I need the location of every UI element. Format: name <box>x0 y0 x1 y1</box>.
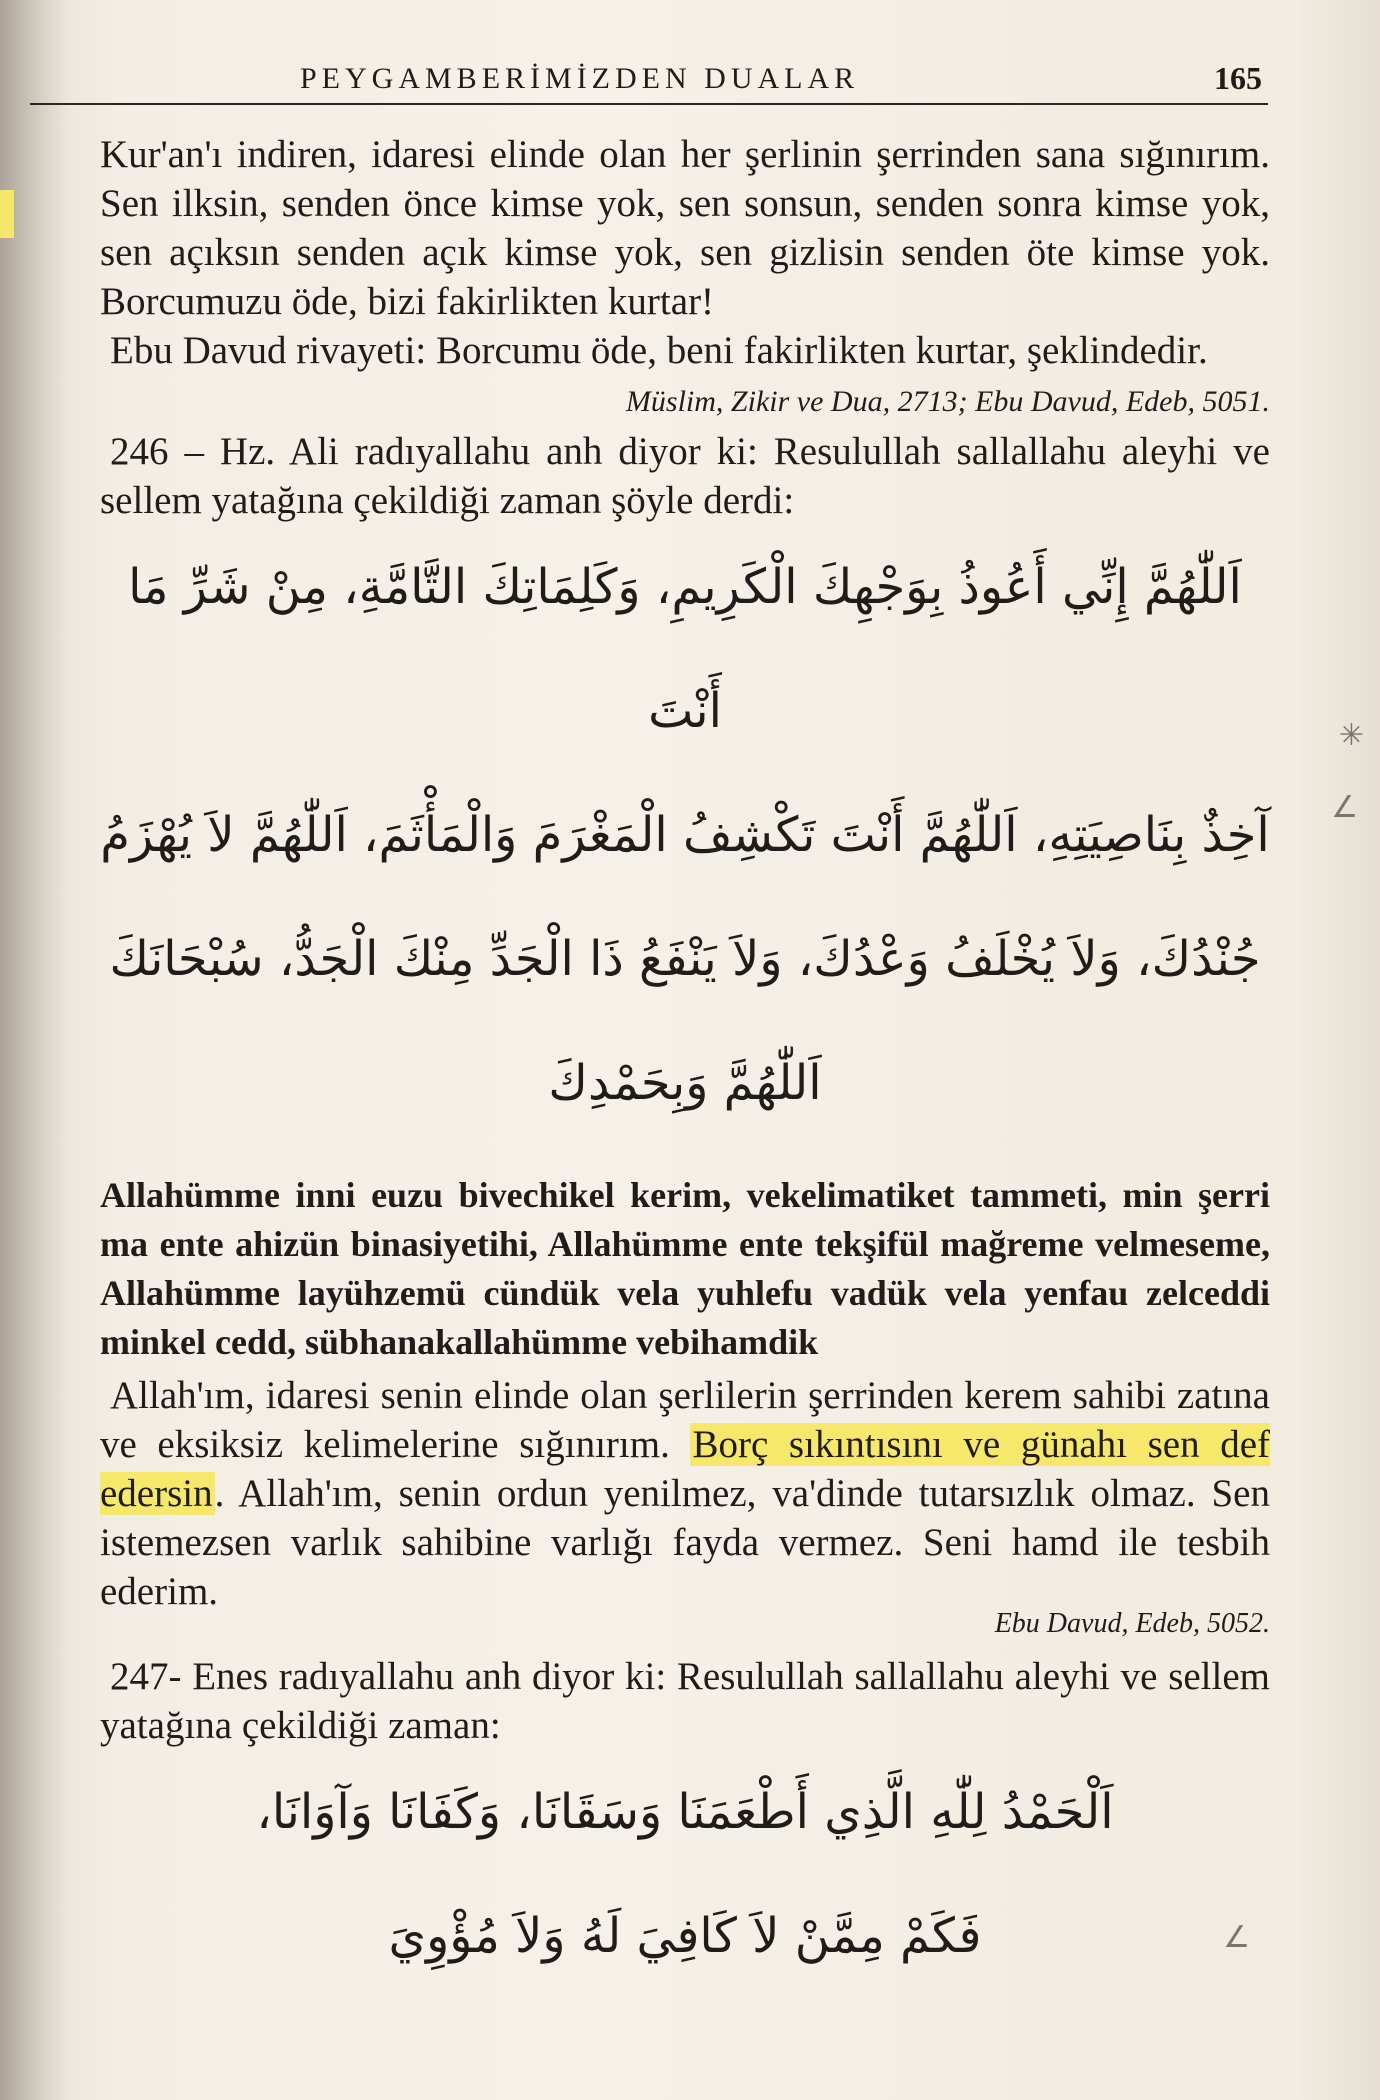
pencil-tick-mark-icon: ∠ <box>1331 790 1358 825</box>
left-page-highlight-fragment <box>0 190 14 238</box>
arabic-prayer-247 <box>100 1750 1270 1998</box>
arabic-line: فَكَمْ مِمَّنْ لاَ كَافِيَ لَهُ وَلاَ مُؤْوِيَ <box>388 1908 982 1964</box>
reference-abu-dawud: Ebu Davud, Edeb, 5052. <box>994 1608 1270 1639</box>
arabic-line: اَللّٰهُمَّ وَبِحَمْدِكَ <box>548 1055 822 1111</box>
arabic-line: آخِذٌ بِنَاصِيَتِهِ، اَللّٰهُمَّ أَنْتَ تَكْشِفُ الْمَغْرَمَ وَالْمَأْثَمَ، اَللّٰهُمَّ لاَ يُهْزَمُ <box>100 807 1270 863</box>
arabic-line: اَللّٰهُمَّ إِنِّي أَعُوذُ بِوَجْهِكَ الْكَرِيمِ، وَكَلِمَاتِكَ التَّامَّةِ، مِنْ شَرِّ مَا أَنْتَ <box>128 559 1242 739</box>
hadith-247-intro: 247- Enes radıyallahu anh diyor ki: Resulullah sallallahu aleyhi ve sellem yatağına çekildiği zaman: <box>100 1655 1270 1747</box>
arabic-line: اَلْحَمْدُ لِلّٰهِ الَّذِي أَطْعَمَنَا وَسَقَانَا، وَكَفَانَا وَآوَانَا، <box>256 1784 1114 1840</box>
translation-text: . Allah'ım, senin ordun yenilmez, va'dinde tutarsızlık olmaz. Sen istemezsen varlık sahibine varlığı fayda vermez. Seni hamd ile tesbih ederim. <box>100 1472 1270 1613</box>
page-gutter-shadow <box>0 0 70 2100</box>
transliteration-246: Allahümme inni euzu bivechikel kerim, vekelimatiket tammeti, min şerri ma ente ahizün binasiyetihi, Allahümme ente tekşifül mağreme velmeseme, Allahümme layühzemü cündük vela yuhlefu vadük vela yenfau zelceddi minkel cedd, sübhanakallahümme vebihamdik <box>100 1175 1270 1362</box>
pencil-tick-mark-icon: ∠ <box>1223 1920 1250 1955</box>
translation-246 <box>100 1371 1270 1616</box>
hadith-246-intro: 246 – Hz. Ali radıyallahu anh diyor ki: Resulullah sallallahu aleyhi ve sellem yatağına çekildiği zaman şöyle derdi: <box>100 430 1270 522</box>
translation-text: Allah'ım, idaresi senin elinde olan şerlilerin şerrinden kerem sahibi zatına ve eksiksiz kelimelerine sığınırım. <box>100 1374 1270 1466</box>
page-number: 165 <box>1214 60 1262 96</box>
paragraph-abu-dawud-note: Ebu Davud rivayeti: Borcumu öde, beni fakirlikten kurtar, şeklindedir. <box>110 329 1208 372</box>
page-body <box>100 130 1270 1998</box>
header-rule <box>30 103 1268 105</box>
arabic-prayer-246 <box>100 525 1270 1145</box>
running-header: PEYGAMBERİMİZDEN DUALAR <box>300 62 860 95</box>
highlighted-text: Borç sıkıntısını ve günahı sen def edersin <box>100 1423 1270 1515</box>
arabic-line: جُنْدُكَ، وَلاَ يُخْلَفُ وَعْدُكَ، وَلاَ يَنْفَعُ ذَا الْجَدِّ مِنْكَ الْجَدُّ، سُبْحَانَكَ <box>109 931 1261 987</box>
reference-muslim: Müslim, Zikir ve Dua, 2713; Ebu Davud, Edeb, 5051. <box>625 385 1270 418</box>
asterisk-margin-mark-icon: ✳ <box>1338 718 1364 753</box>
paragraph-continuation: Kur'an'ı indiren, idaresi elinde olan her şerlinin şerrinden sana sığınırım. Sen ilksin, senden önce kimse yok, sen sonsun, senden sonra kimse yok, sen açıksın senden açık kimse yok, sen gizlisin senden öte kimse yok. Borcumuzu öde, bizi fakirlikten kurtar! <box>100 133 1270 323</box>
